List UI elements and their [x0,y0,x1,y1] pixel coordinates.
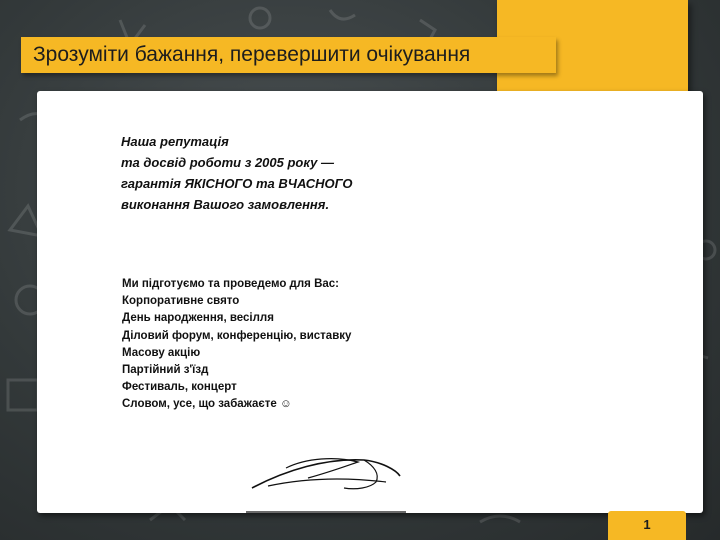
service-item: Фестиваль, концерт [122,381,237,394]
slide-title: Зрозуміти бажання, перевершити очікування [33,43,471,66]
reputation-line: Наша репутація [121,134,229,149]
service-item-label: Словом, усе, що забажаєте [122,398,277,411]
service-item: Партійний з'їзд [122,364,209,377]
service-item: Масову акцію [122,346,201,359]
reputation-line: гарантія ЯКІСНОГО та ВЧАСНОГО [121,176,353,191]
service-item [122,396,452,413]
services-heading: Ми підготуємо та проведемо для Вас: [122,278,339,290]
service-item: Діловий форум, конференцію, виставку [122,329,352,342]
service-item: День народження, весілля [122,312,274,325]
smiley-icon: ☺ [279,398,292,411]
reputation-line: виконання Вашого замовлення. [121,197,330,212]
page-number: 1 [643,517,651,532]
feather-icon [246,452,406,516]
reputation-text [121,131,441,215]
services-list [122,276,452,414]
reputation-line: та досвід роботи з 2005 року — [121,155,334,170]
service-item: Корпоративне свято [122,295,240,308]
